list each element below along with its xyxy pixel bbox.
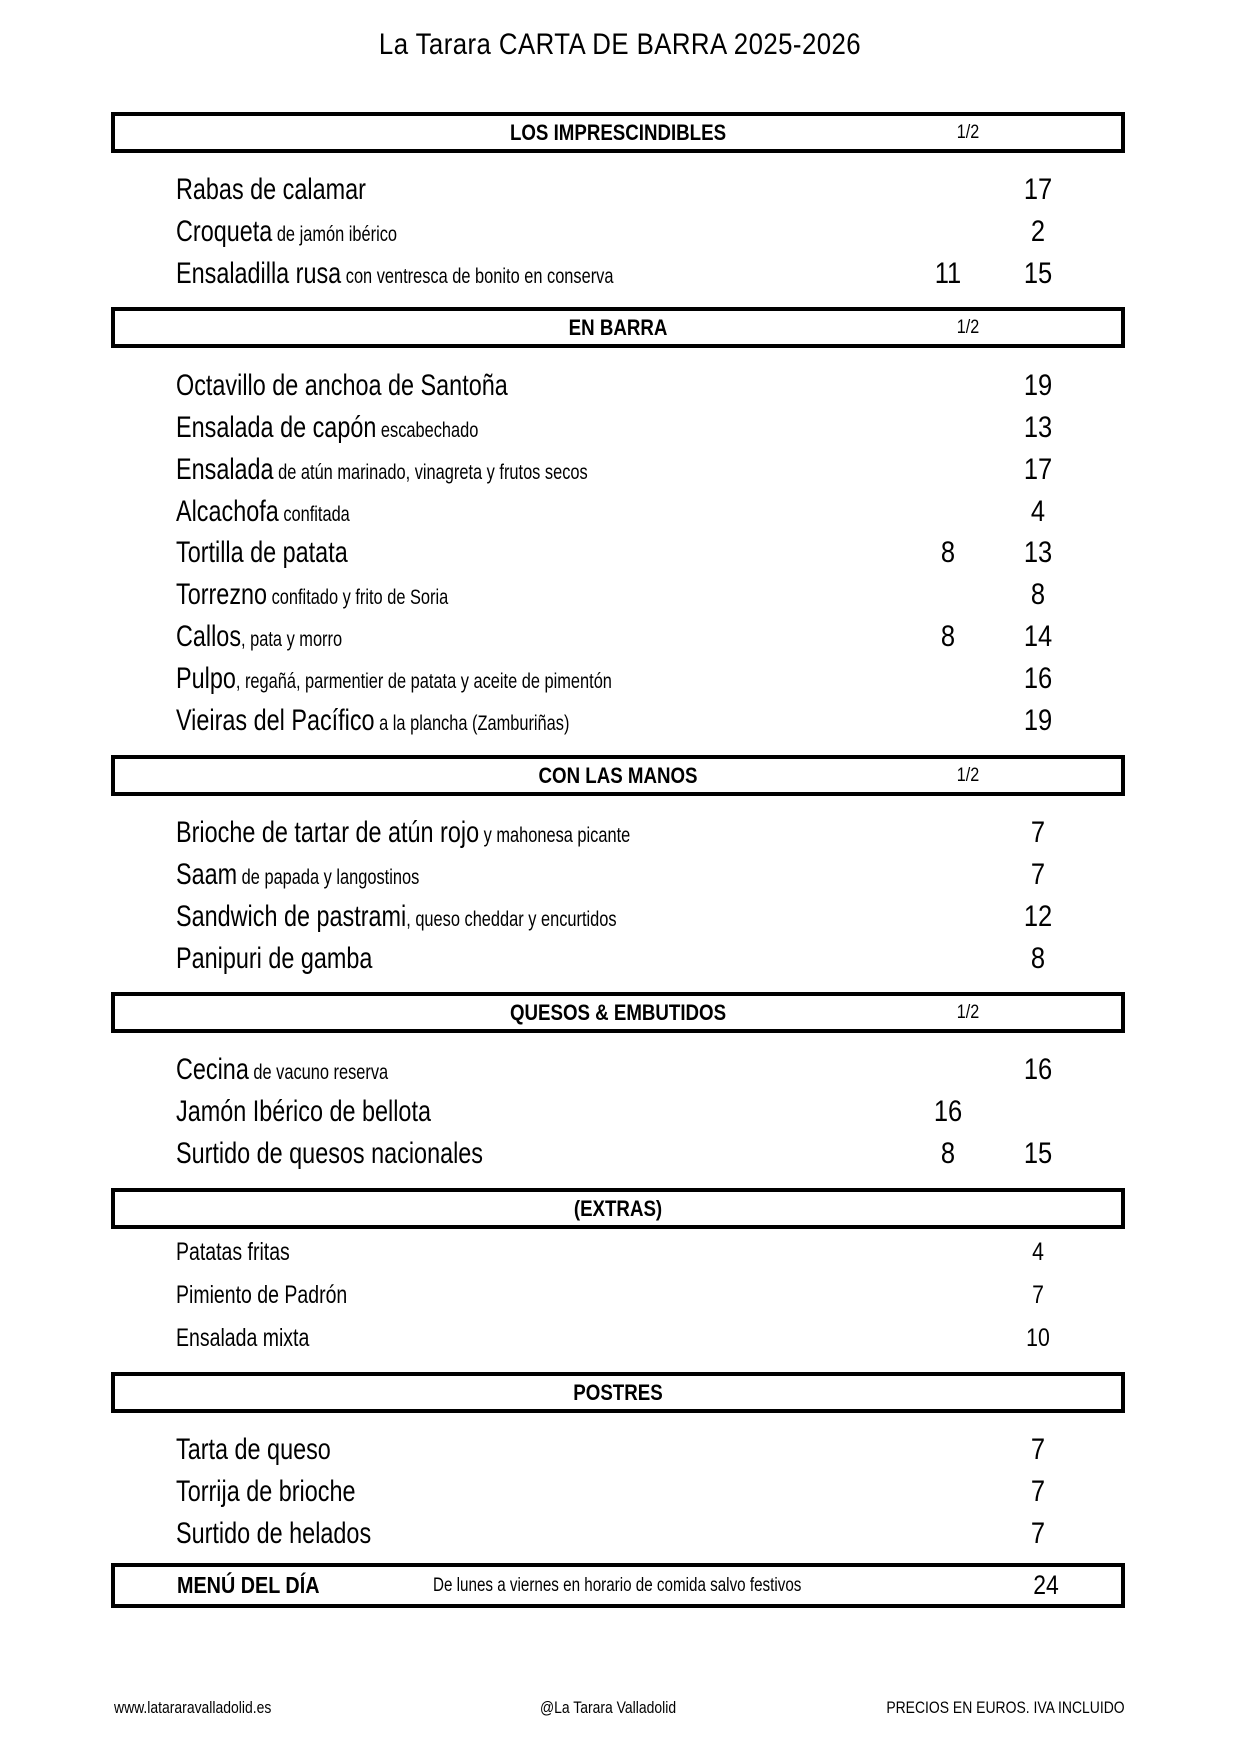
- item-name: Pimiento de Padrón: [176, 1281, 348, 1309]
- item-description: , regañá, parmentier de patata y aceite de pimentón: [235, 670, 612, 693]
- item-price: 7: [1030, 816, 1046, 849]
- menu-item: [176, 170, 1076, 210]
- item-price: 7: [1032, 1281, 1044, 1309]
- item-name: Callos: [176, 620, 242, 653]
- half-portion-label: 1/2: [956, 1002, 980, 1023]
- item-name: Patatas fritas: [176, 1238, 290, 1266]
- menu-item: [176, 366, 1076, 406]
- item-price: 7: [1030, 1433, 1046, 1466]
- item-description: con ventresca de bonito en conserva: [341, 265, 614, 288]
- menu-item: [176, 1472, 1076, 1512]
- section-header-extras: [111, 1188, 1125, 1229]
- half-portion-label: 1/2: [956, 765, 980, 786]
- item-name: Torrezno: [176, 578, 268, 611]
- menu-item: [176, 408, 1076, 448]
- item-half-price: 8: [940, 536, 956, 569]
- section-title: POSTRES: [573, 1380, 663, 1405]
- menu-item: [176, 897, 1076, 937]
- item-name: Jamón Ibérico de bellota: [176, 1095, 431, 1128]
- item-price: 16: [1023, 662, 1053, 695]
- item-price: 10: [1026, 1324, 1050, 1352]
- item-name: Alcachofa: [176, 495, 279, 528]
- item-description: de atún marinado, vinagreta y frutos secos: [273, 461, 588, 484]
- section-title: (EXTRAS): [573, 1196, 663, 1221]
- menu-item: [176, 533, 1076, 573]
- item-description: y mahonesa picante: [479, 824, 631, 847]
- item-name: Ensalada: [176, 453, 274, 486]
- menu-item: [176, 1092, 1076, 1132]
- item-price: 17: [1023, 453, 1053, 486]
- item-price: 17: [1023, 173, 1053, 206]
- item-price: 12: [1023, 900, 1053, 933]
- item-name: Brioche de tartar de atún rojo: [176, 816, 480, 849]
- menu-item: [176, 1275, 1076, 1315]
- footer-price-note: PRECIOS EN EUROS. IVA INCLUIDO: [886, 1698, 1125, 1717]
- item-price: 7: [1030, 1475, 1046, 1508]
- item-name: Torrija de brioche: [176, 1475, 356, 1508]
- menu-item: [176, 1232, 1076, 1272]
- item-name: Ensalada mixta: [176, 1324, 310, 1352]
- item-name: Saam: [176, 858, 238, 891]
- item-description: , queso cheddar y encurtidos: [406, 908, 617, 931]
- menu-item: [176, 575, 1076, 615]
- menu-item: [176, 254, 1076, 294]
- item-name: Vieiras del Pacífico: [176, 704, 375, 737]
- menu-item: [176, 450, 1076, 490]
- page-title: La Tarara CARTA DE BARRA 2025-2026: [378, 28, 862, 61]
- item-price: 2: [1030, 215, 1046, 248]
- footer-social: @La Tarara Valladolid: [540, 1698, 677, 1717]
- section-header-en-barra: [111, 307, 1125, 348]
- footer-website: www.latararavalladolid.es: [114, 1698, 272, 1717]
- menu-del-dia-price: 24: [1033, 1570, 1059, 1600]
- item-name: Sandwich de pastrami: [176, 900, 407, 933]
- section-header-con-las-manos: [111, 755, 1125, 796]
- menu-item: [176, 701, 1076, 741]
- menu-item: [176, 212, 1076, 252]
- item-price: 15: [1023, 257, 1053, 290]
- section-title: EN BARRA: [568, 315, 668, 340]
- section-header-postres: [111, 1372, 1125, 1413]
- item-name: Panipuri de gamba: [176, 942, 373, 975]
- item-description: escabechado: [376, 419, 479, 442]
- item-price: 13: [1023, 536, 1053, 569]
- menu-item: [176, 939, 1076, 979]
- item-price: 19: [1023, 369, 1053, 402]
- item-name: Ensaladilla rusa: [176, 257, 342, 290]
- item-half-price: 8: [940, 620, 956, 653]
- item-half-price: 11: [934, 257, 962, 290]
- half-portion-label: 1/2: [956, 317, 980, 338]
- item-name: Ensalada de capón: [176, 411, 377, 444]
- menu-item: [176, 1514, 1076, 1554]
- item-price: 16: [1023, 1053, 1053, 1086]
- item-description: a la plancha (Zamburiñas): [374, 712, 570, 735]
- item-half-price: 8: [940, 1137, 956, 1170]
- item-name: Cecina: [176, 1053, 249, 1086]
- menu-item: [176, 1134, 1076, 1174]
- menu-item: [176, 855, 1076, 895]
- item-name: Croqueta: [176, 215, 273, 248]
- item-name: Rabas de calamar: [176, 173, 366, 206]
- item-name: Tortilla de patata: [176, 536, 348, 569]
- menu-del-dia-label: MENÚ DEL DÍA: [177, 1572, 320, 1598]
- menu-item: [176, 1050, 1076, 1090]
- item-price: 15: [1023, 1137, 1053, 1170]
- item-half-price: 16: [933, 1095, 963, 1128]
- menu-item: [176, 1430, 1076, 1470]
- item-price: 7: [1030, 1517, 1046, 1550]
- menu-del-dia-description: De lunes a viernes en horario de comida salvo festivos: [433, 1575, 802, 1596]
- item-description: confitado y frito de Soria: [267, 586, 449, 609]
- item-price: 19: [1023, 704, 1053, 737]
- menu-item: [176, 1318, 1076, 1358]
- item-description: de jamón ibérico: [272, 223, 398, 246]
- item-name: Surtido de quesos nacionales: [176, 1137, 484, 1170]
- item-price: 7: [1030, 858, 1046, 891]
- menu-item: [176, 492, 1076, 532]
- section-title: QUESOS & EMBUTIDOS: [509, 1000, 727, 1025]
- item-description: de vacuno reserva: [248, 1061, 389, 1084]
- item-description: de papada y langostinos: [237, 866, 420, 889]
- menu-item: [176, 617, 1076, 657]
- item-description: , pata y morro: [241, 628, 343, 651]
- section-header-imprescindibles: [111, 112, 1125, 153]
- section-title: LOS IMPRESCINDIBLES: [509, 120, 727, 145]
- item-name: Octavillo de anchoa de Santoña: [176, 369, 508, 402]
- half-portion-label: 1/2: [956, 122, 980, 143]
- section-header-quesos-embutidos: [111, 992, 1125, 1033]
- item-price: 14: [1023, 620, 1053, 653]
- item-price: 8: [1030, 942, 1046, 975]
- item-name: Pulpo: [176, 662, 236, 695]
- menu-del-dia-box: [111, 1563, 1125, 1608]
- section-title: CON LAS MANOS: [538, 763, 698, 788]
- item-price: 8: [1030, 578, 1046, 611]
- menu-item: [176, 659, 1076, 699]
- item-description: confitada: [278, 503, 350, 526]
- menu-item: [176, 813, 1076, 853]
- item-name: Tarta de queso: [176, 1433, 331, 1466]
- item-price: 4: [1030, 495, 1046, 528]
- item-price: 4: [1032, 1238, 1044, 1266]
- item-name: Surtido de helados: [176, 1517, 372, 1550]
- item-price: 13: [1023, 411, 1053, 444]
